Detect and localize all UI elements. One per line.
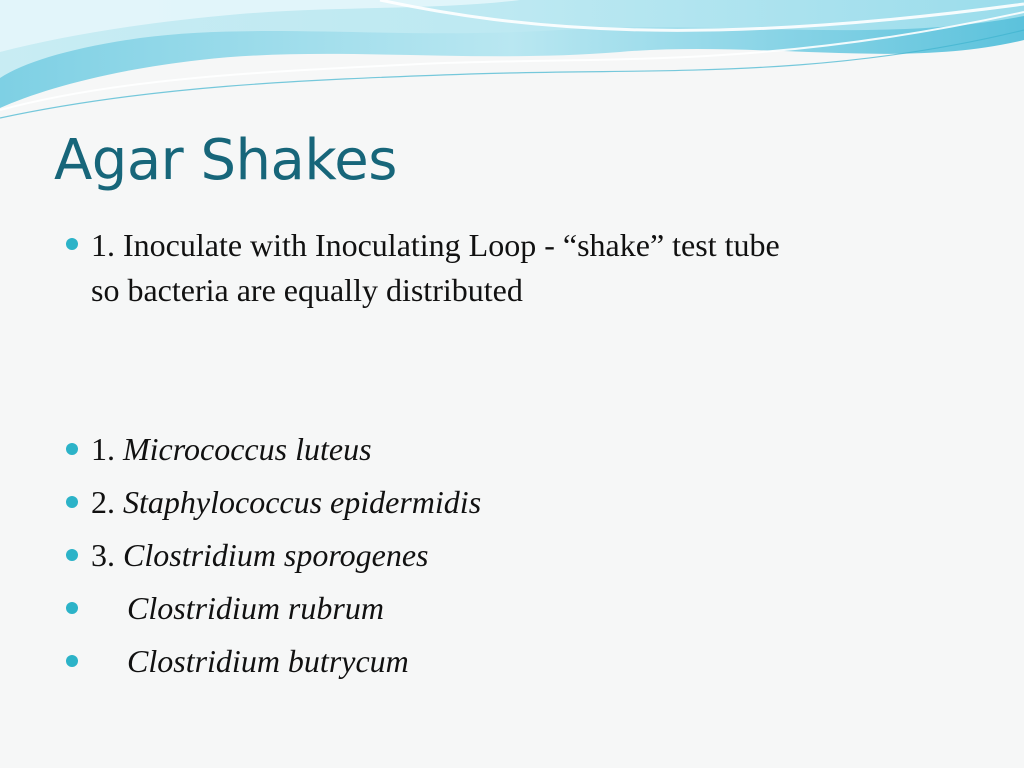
slide-title: Agar Shakes bbox=[54, 128, 397, 193]
bullet-icon bbox=[66, 655, 78, 667]
bullet-icon bbox=[66, 238, 78, 250]
header-wave-decoration bbox=[0, 0, 1024, 130]
organism-name: Clostridium butrycum bbox=[127, 643, 409, 679]
organism-number: 3. bbox=[91, 537, 123, 573]
bullet-icon bbox=[66, 602, 78, 614]
step-line-1: 1. Inoculate with Inoculating Loop - “shake” test tube bbox=[91, 227, 780, 263]
organism-name: Clostridium rubrum bbox=[127, 590, 384, 626]
organism-name: Clostridium sporogenes bbox=[123, 537, 429, 573]
organism-label bbox=[91, 533, 429, 577]
bullet-icon bbox=[66, 443, 78, 455]
step-line-2: so bacteria are equally distributed bbox=[91, 272, 523, 308]
bullet-icon bbox=[66, 496, 78, 508]
organism-name: Micrococcus luteus bbox=[123, 431, 372, 467]
bullet-icon bbox=[66, 549, 78, 561]
organism-name: Staphylococcus epidermidis bbox=[123, 484, 482, 520]
organism-label bbox=[91, 586, 384, 630]
organism-label bbox=[91, 639, 409, 683]
organism-number: 2. bbox=[91, 484, 123, 520]
organism-number: 1. bbox=[91, 431, 123, 467]
organism-label bbox=[91, 427, 372, 471]
organism-label bbox=[91, 480, 481, 524]
